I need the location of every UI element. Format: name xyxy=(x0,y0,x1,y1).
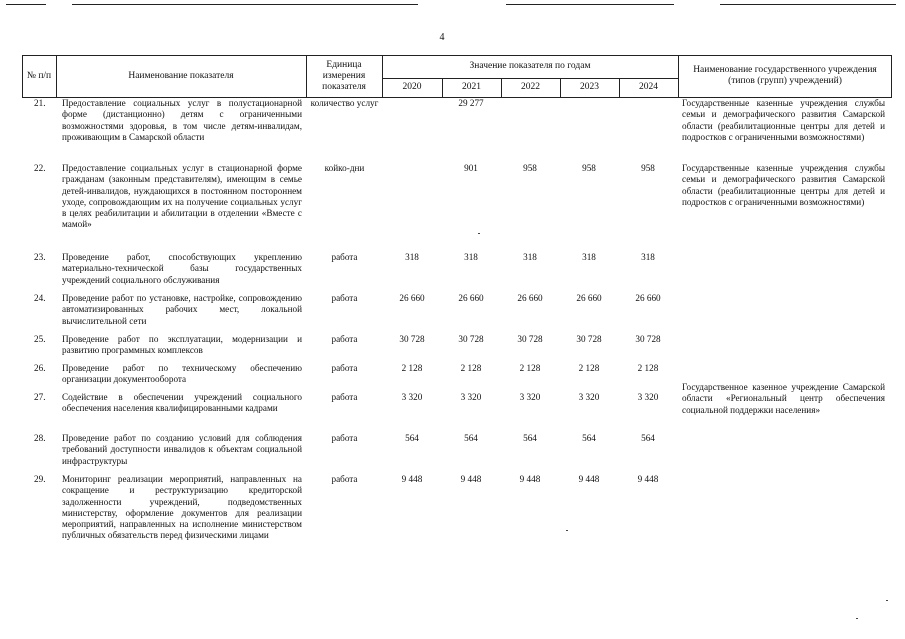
row-value-2022: 318 xyxy=(523,252,537,262)
row-number: 25. xyxy=(34,334,46,344)
row-value-2020: 318 xyxy=(405,252,419,262)
header-year-2021: 2021 xyxy=(462,82,481,92)
row-value-2023: 26 660 xyxy=(576,293,602,303)
row-indicator-name: Проведение работ по техническому обеспечению организации документооборота xyxy=(62,363,302,385)
row-unit: работа xyxy=(331,474,358,484)
row-unit: работа xyxy=(331,363,358,373)
row-number: 22. xyxy=(34,163,46,173)
scan-speck xyxy=(566,530,568,531)
header-institution: Наименование государственного учреждения (типов (групп) учреждений) xyxy=(693,65,877,86)
row-value-2022: 26 660 xyxy=(517,293,543,303)
header-indicator-name: Наименование показателя xyxy=(128,70,234,81)
row-value-2024: 958 xyxy=(641,163,655,173)
col-divider xyxy=(306,55,307,97)
row-unit: работа xyxy=(331,293,358,303)
header-year-2020: 2020 xyxy=(402,82,422,92)
row-indicator-name: Проведение работ по эксплуатации, модернизации и развитию программных комплексов xyxy=(62,334,302,356)
row-institution: Государственные казенные учреждения службы семьи и демографического развития Самарской области (реабилитационные центры для детей и подростков с ограниченными возможностями) xyxy=(682,98,885,142)
row-value-2021: 564 xyxy=(464,433,478,443)
row-number: 23. xyxy=(34,252,46,262)
row-value-2021: 29 277 xyxy=(458,98,484,108)
row-value-2024: 30 728 xyxy=(635,334,661,344)
page-number: 4 xyxy=(439,32,445,43)
row-value-2021: 9 448 xyxy=(460,474,482,484)
row-unit: работа xyxy=(331,433,358,443)
row-unit: работа xyxy=(331,252,358,262)
row-indicator-name: Предоставление социальных услуг в полустационарной форме (дистанционно) детям с ограниченными возможностями здоровья, в том числе детям-инвалидам, проживающим в Самарской области xyxy=(62,98,302,142)
row-number: 21. xyxy=(34,98,46,108)
row-unit: количество услуг xyxy=(310,98,379,108)
row-value-2024: 9 448 xyxy=(637,474,659,484)
row-indicator-name: Проведение работ по созданию условий для соблюдения требований доступности инвалидов к объектам социальной инфраструктуры xyxy=(62,433,302,466)
row-value-2022: 2 128 xyxy=(519,363,541,373)
top-border-line xyxy=(720,4,896,5)
row-indicator-name: Проведение работ, способствующих укреплению материально-технической базы государственных учреждений социального обслуживания xyxy=(62,252,302,285)
row-value-2024: 3 320 xyxy=(637,392,659,402)
row-value-2020: 30 728 xyxy=(399,334,425,344)
row-institution: Государственные казенные учреждения службы семьи и демографического развития Самарской области (реабилитационные центры для детей и подростков с ограниченными возможностями) xyxy=(682,163,885,207)
row-value-2024: 26 660 xyxy=(635,293,661,303)
row-number: 27. xyxy=(34,392,46,402)
row-value-2023: 958 xyxy=(582,163,596,173)
row-value-2022: 9 448 xyxy=(519,474,541,484)
row-value-2023: 3 320 xyxy=(578,392,600,402)
row-value-2024: 318 xyxy=(641,252,655,262)
row-value-2021: 901 xyxy=(464,163,478,173)
row-value-2020: 9 448 xyxy=(401,474,423,484)
top-border-line xyxy=(506,4,674,5)
col-divider xyxy=(891,55,892,97)
row-value-2020: 26 660 xyxy=(399,293,425,303)
header-year-2022: 2022 xyxy=(521,82,540,92)
row-value-2020: 2 128 xyxy=(401,363,423,373)
header-unit: Единица измерения показателя xyxy=(322,59,366,92)
scan-speck xyxy=(886,600,888,601)
row-value-2021: 26 660 xyxy=(458,293,484,303)
row-institution: Государственное казенное учреждение Самарской области «Региональный центр обеспечения социальной поддержки населения» xyxy=(682,382,885,415)
scan-speck xyxy=(478,233,480,234)
row-value-2021: 30 728 xyxy=(458,334,484,344)
top-border-line xyxy=(6,4,46,5)
row-value-2021: 3 320 xyxy=(460,392,482,402)
top-border-line xyxy=(72,4,418,5)
row-value-2023: 2 128 xyxy=(578,363,600,373)
row-indicator-name: Содействие в обеспечении учреждений социального обеспечения населения квалифицированными кадрами xyxy=(62,392,302,414)
row-value-2021: 2 128 xyxy=(460,363,482,373)
row-value-2021: 318 xyxy=(464,252,478,262)
header-values-by-year: Значение показателя по годам xyxy=(469,61,591,71)
row-unit: работа xyxy=(331,334,358,344)
scan-speck xyxy=(856,618,858,619)
row-unit: койко-дни xyxy=(324,163,365,173)
row-value-2022: 958 xyxy=(523,163,537,173)
row-indicator-name: Мониторинг реализации мероприятий, направленных на сокращение и реструктуризацию кредиторской задолженности учреждений, подведомственных министерству, оформление документов для реализации мероприятий, направленных на исполнение министерством публичных обязательств перед физическими лицами xyxy=(62,474,302,541)
row-value-2022: 564 xyxy=(523,433,537,443)
row-indicator-name: Предоставление социальных услуг в стационарной форме гражданам (законным представителям), имеющим в семье детей-инвалидов, нуждающихся в постоянном постороннем уходе, сопровождающим их на получение социальных услуг в целях реабилитации и абилитации в отделении «Вместе с мамой» xyxy=(62,163,302,230)
row-value-2022: 30 728 xyxy=(517,334,543,344)
row-value-2022: 3 320 xyxy=(519,392,541,402)
row-value-2024: 564 xyxy=(641,433,655,443)
header-number: № п/п xyxy=(26,70,52,81)
header-year-2024: 2024 xyxy=(639,82,658,92)
row-number: 28. xyxy=(34,433,46,443)
row-number: 24. xyxy=(34,293,46,303)
row-value-2023: 9 448 xyxy=(578,474,600,484)
row-value-2020: 3 320 xyxy=(401,392,423,402)
row-number: 26. xyxy=(34,363,46,373)
row-indicator-name: Проведение работ по установке, настройке, сопровождению автоматизированных рабочих мест, локальной вычислительной сети xyxy=(62,293,302,326)
header-year-2023: 2023 xyxy=(580,82,599,92)
row-value-2023: 564 xyxy=(582,433,596,443)
row-number: 29. xyxy=(34,474,46,484)
row-value-2020: 564 xyxy=(405,433,419,443)
row-value-2024: 2 128 xyxy=(637,363,659,373)
row-value-2023: 30 728 xyxy=(576,334,602,344)
row-value-2023: 318 xyxy=(582,252,596,262)
row-unit: работа xyxy=(331,392,358,402)
